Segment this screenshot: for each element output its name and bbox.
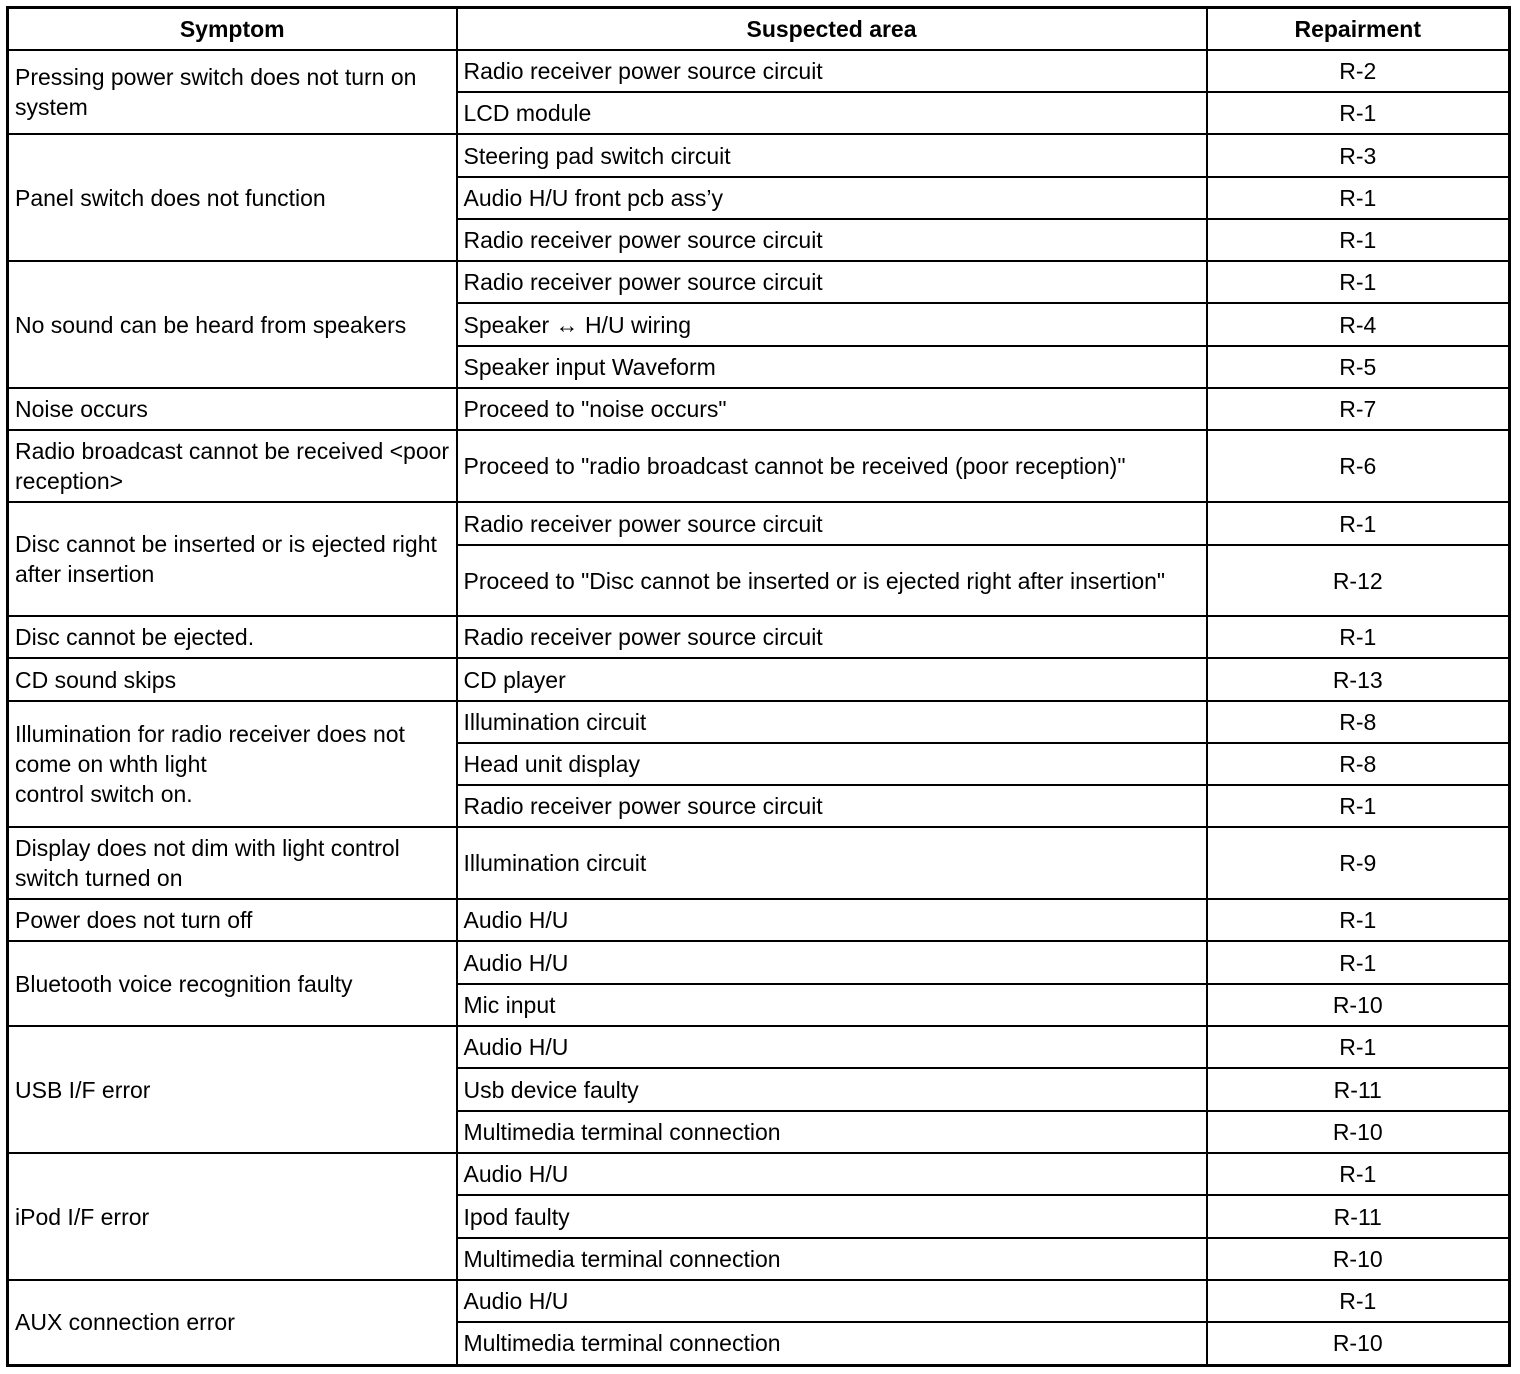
suspected-area-cell: Radio receiver power source circuit xyxy=(457,261,1207,303)
header-suspected-area: Suspected area xyxy=(457,8,1207,51)
repairment-cell: R-10 xyxy=(1207,1322,1510,1365)
suspected-area-cell: Illumination circuit xyxy=(457,827,1207,899)
table-row xyxy=(8,388,1510,430)
suspected-area-cell: Multimedia terminal connection xyxy=(457,1322,1207,1365)
suspected-area-cell: Audio H/U xyxy=(457,1153,1207,1195)
suspected-area-cell: Steering pad switch circuit xyxy=(457,134,1207,177)
table-row xyxy=(8,50,1510,92)
table-row xyxy=(8,1026,1510,1068)
repairment-cell: R-4 xyxy=(1207,303,1510,346)
table-row xyxy=(8,616,1510,658)
header-symptom: Symptom xyxy=(8,8,457,51)
suspected-area-cell: Mic input xyxy=(457,984,1207,1026)
repairment-cell: R-2 xyxy=(1207,50,1510,92)
symptom-cell: Radio broadcast cannot be received <poor reception> xyxy=(8,430,457,502)
repairment-cell: R-11 xyxy=(1207,1068,1510,1111)
table-row xyxy=(8,899,1510,941)
suspected-area-cell: Audio H/U front pcb ass’y xyxy=(457,177,1207,219)
symptom-cell: Pressing power switch does not turn on system xyxy=(8,50,457,134)
symptom-cell: Illumination for radio receiver does not come on whth light control switch on. xyxy=(8,701,457,827)
repairment-cell: R-6 xyxy=(1207,430,1510,502)
suspected-area-cell: Ipod faulty xyxy=(457,1195,1207,1238)
symptom-cell: USB I/F error xyxy=(8,1026,457,1153)
repairment-cell: R-3 xyxy=(1207,134,1510,177)
table-row xyxy=(8,502,1510,545)
repairment-cell: R-1 xyxy=(1207,92,1510,134)
repairment-cell: R-1 xyxy=(1207,1153,1510,1195)
table-row xyxy=(8,941,1510,984)
suspected-area-cell: Head unit display xyxy=(457,743,1207,785)
header-repairment: Repairment xyxy=(1207,8,1510,51)
table-row xyxy=(8,827,1510,899)
suspected-area-cell: Radio receiver power source circuit xyxy=(457,50,1207,92)
table-row xyxy=(8,701,1510,743)
repairment-cell: R-12 xyxy=(1207,545,1510,616)
repairment-cell: R-13 xyxy=(1207,658,1510,701)
suspected-area-cell: Audio H/U xyxy=(457,1026,1207,1068)
suspected-area-cell: Multimedia terminal connection xyxy=(457,1238,1207,1280)
table-row xyxy=(8,430,1510,502)
symptom-cell: AUX connection error xyxy=(8,1280,457,1365)
suspected-area-cell: Usb device faulty xyxy=(457,1068,1207,1111)
table-body xyxy=(8,50,1510,1365)
repairment-cell: R-10 xyxy=(1207,1111,1510,1153)
repairment-cell: R-1 xyxy=(1207,502,1510,545)
suspected-area-cell: Proceed to "radio broadcast cannot be received (poor reception)" xyxy=(457,430,1207,502)
repairment-cell: R-1 xyxy=(1207,899,1510,941)
suspected-area-cell: Proceed to "noise occurs" xyxy=(457,388,1207,430)
symptom-cell: CD sound skips xyxy=(8,658,457,701)
symptom-cell: Noise occurs xyxy=(8,388,457,430)
repairment-cell: R-11 xyxy=(1207,1195,1510,1238)
table-row xyxy=(8,134,1510,177)
suspected-area-cell: Audio H/U xyxy=(457,899,1207,941)
repairment-cell: R-10 xyxy=(1207,1238,1510,1280)
suspected-area-cell: CD player xyxy=(457,658,1207,701)
repairment-cell: R-8 xyxy=(1207,743,1510,785)
troubleshooting-document xyxy=(6,6,1508,1367)
repairment-cell: R-1 xyxy=(1207,261,1510,303)
repairment-cell: R-1 xyxy=(1207,785,1510,827)
repairment-cell: R-5 xyxy=(1207,346,1510,388)
symptom-cell: iPod I/F error xyxy=(8,1153,457,1280)
repairment-cell: R-1 xyxy=(1207,941,1510,984)
suspected-area-cell: Multimedia terminal connection xyxy=(457,1111,1207,1153)
symptom-cell: Disc cannot be inserted or is ejected right after insertion xyxy=(8,502,457,616)
symptom-cell: Power does not turn off xyxy=(8,899,457,941)
repairment-cell: R-8 xyxy=(1207,701,1510,743)
repairment-cell: R-1 xyxy=(1207,616,1510,658)
suspected-area-cell: Speaker input Waveform xyxy=(457,346,1207,388)
suspected-area-cell: Illumination circuit xyxy=(457,701,1207,743)
suspected-area-cell: Radio receiver power source circuit xyxy=(457,785,1207,827)
header-row xyxy=(8,8,1510,51)
repairment-cell: R-7 xyxy=(1207,388,1510,430)
suspected-area-cell: Radio receiver power source circuit xyxy=(457,219,1207,261)
suspected-area-cell: Audio H/U xyxy=(457,941,1207,984)
suspected-area-cell: LCD module xyxy=(457,92,1207,134)
symptom-cell: Disc cannot be ejected. xyxy=(8,616,457,658)
suspected-area-cell: Audio H/U xyxy=(457,1280,1207,1322)
symptom-cell: No sound can be heard from speakers xyxy=(8,261,457,388)
table-row xyxy=(8,261,1510,303)
repairment-cell: R-10 xyxy=(1207,984,1510,1026)
repairment-cell: R-1 xyxy=(1207,219,1510,261)
repairment-cell: R-9 xyxy=(1207,827,1510,899)
repairment-cell: R-1 xyxy=(1207,177,1510,219)
repairment-cell: R-1 xyxy=(1207,1280,1510,1322)
table-row xyxy=(8,658,1510,701)
table-row xyxy=(8,1153,1510,1195)
troubleshooting-table xyxy=(6,6,1511,1367)
table-row xyxy=(8,1280,1510,1322)
suspected-area-cell: Radio receiver power source circuit xyxy=(457,616,1207,658)
repairment-cell: R-1 xyxy=(1207,1026,1510,1068)
suspected-area-cell: Speaker ↔ H/U wiring xyxy=(457,303,1207,346)
suspected-area-cell: Radio receiver power source circuit xyxy=(457,502,1207,545)
symptom-cell: Bluetooth voice recognition faulty xyxy=(8,941,457,1026)
suspected-area-cell: Proceed to "Disc cannot be inserted or is ejected right after insertion" xyxy=(457,545,1207,616)
symptom-cell: Display does not dim with light control switch turned on xyxy=(8,827,457,899)
symptom-cell: Panel switch does not function xyxy=(8,134,457,261)
